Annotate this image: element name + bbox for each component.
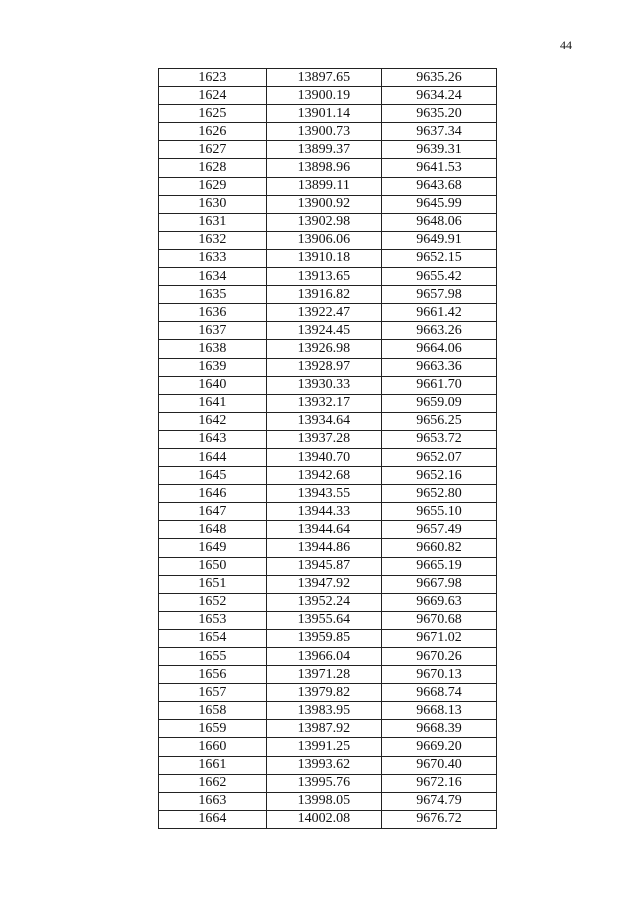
row-index-cell: 1627 [159,141,267,159]
second-value-cell: 9653.72 [381,430,496,448]
row-index-cell: 1644 [159,448,267,466]
row-index-cell: 1624 [159,87,267,105]
first-value-cell: 13987.92 [266,720,381,738]
second-value-cell: 9667.98 [381,575,496,593]
second-value-cell: 9672.16 [381,774,496,792]
row-index-cell: 1654 [159,629,267,647]
table-row [159,177,497,195]
row-index-cell: 1660 [159,738,267,756]
table-row [159,69,497,87]
table-row [159,358,497,376]
table-row [159,666,497,684]
first-value-cell: 13983.95 [266,702,381,720]
second-value-cell: 9652.15 [381,249,496,267]
second-value-cell: 9652.07 [381,448,496,466]
first-value-cell: 13898.96 [266,159,381,177]
second-value-cell: 9660.82 [381,539,496,557]
table-row [159,720,497,738]
row-index-cell: 1643 [159,430,267,448]
row-index-cell: 1635 [159,286,267,304]
row-index-cell: 1638 [159,340,267,358]
row-index-cell: 1650 [159,557,267,575]
second-value-cell: 9661.42 [381,304,496,322]
first-value-cell: 14002.08 [266,810,381,828]
second-value-cell: 9670.40 [381,756,496,774]
second-value-cell: 9639.31 [381,141,496,159]
first-value-cell: 13940.70 [266,448,381,466]
second-value-cell: 9655.10 [381,503,496,521]
row-index-cell: 1664 [159,810,267,828]
row-index-cell: 1652 [159,593,267,611]
first-value-cell: 13952.24 [266,593,381,611]
second-value-cell: 9676.72 [381,810,496,828]
row-index-cell: 1655 [159,648,267,666]
row-index-cell: 1647 [159,503,267,521]
table-row [159,286,497,304]
row-index-cell: 1663 [159,792,267,810]
row-index-cell: 1658 [159,702,267,720]
table-row [159,430,497,448]
table-row [159,557,497,575]
first-value-cell: 13979.82 [266,684,381,702]
row-index-cell: 1629 [159,177,267,195]
second-value-cell: 9659.09 [381,394,496,412]
table-row [159,702,497,720]
second-value-cell: 9670.26 [381,648,496,666]
second-value-cell: 9663.26 [381,322,496,340]
row-index-cell: 1657 [159,684,267,702]
second-value-cell: 9635.26 [381,69,496,87]
second-value-cell: 9671.02 [381,629,496,647]
second-value-cell: 9674.79 [381,792,496,810]
first-value-cell: 13916.82 [266,286,381,304]
table-row [159,141,497,159]
table-row [159,648,497,666]
second-value-cell: 9645.99 [381,195,496,213]
row-index-cell: 1634 [159,268,267,286]
first-value-cell: 13930.33 [266,376,381,394]
table-row [159,195,497,213]
row-index-cell: 1630 [159,195,267,213]
row-index-cell: 1623 [159,69,267,87]
first-value-cell: 13944.64 [266,521,381,539]
data-table-body [159,69,497,829]
first-value-cell: 13944.86 [266,539,381,557]
table-row [159,738,497,756]
second-value-cell: 9635.20 [381,105,496,123]
second-value-cell: 9670.68 [381,611,496,629]
row-index-cell: 1636 [159,304,267,322]
row-index-cell: 1661 [159,756,267,774]
second-value-cell: 9668.39 [381,720,496,738]
first-value-cell: 13901.14 [266,105,381,123]
row-index-cell: 1651 [159,575,267,593]
first-value-cell: 13900.73 [266,123,381,141]
table-row [159,340,497,358]
first-value-cell: 13995.76 [266,774,381,792]
second-value-cell: 9663.36 [381,358,496,376]
table-row [159,774,497,792]
row-index-cell: 1662 [159,774,267,792]
table-row [159,322,497,340]
second-value-cell: 9649.91 [381,231,496,249]
table-row [159,87,497,105]
second-value-cell: 9643.68 [381,177,496,195]
table-row [159,629,497,647]
second-value-cell: 9664.06 [381,340,496,358]
row-index-cell: 1632 [159,231,267,249]
second-value-cell: 9634.24 [381,87,496,105]
table-row [159,575,497,593]
table-row [159,448,497,466]
second-value-cell: 9652.80 [381,485,496,503]
first-value-cell: 13998.05 [266,792,381,810]
table-row [159,394,497,412]
first-value-cell: 13922.47 [266,304,381,322]
second-value-cell: 9637.34 [381,123,496,141]
second-value-cell: 9668.74 [381,684,496,702]
first-value-cell: 13906.06 [266,231,381,249]
row-index-cell: 1628 [159,159,267,177]
second-value-cell: 9665.19 [381,557,496,575]
table-row [159,485,497,503]
first-value-cell: 13913.65 [266,268,381,286]
first-value-cell: 13928.97 [266,358,381,376]
table-row [159,539,497,557]
second-value-cell: 9661.70 [381,376,496,394]
second-value-cell: 9641.53 [381,159,496,177]
first-value-cell: 13899.37 [266,141,381,159]
first-value-cell: 13966.04 [266,648,381,666]
second-value-cell: 9652.16 [381,467,496,485]
table-row [159,159,497,177]
first-value-cell: 13991.25 [266,738,381,756]
page-number: 44 [560,38,572,52]
row-index-cell: 1637 [159,322,267,340]
first-value-cell: 13971.28 [266,666,381,684]
second-value-cell: 9655.42 [381,268,496,286]
row-index-cell: 1646 [159,485,267,503]
table-row [159,268,497,286]
second-value-cell: 9656.25 [381,412,496,430]
second-value-cell: 9668.13 [381,702,496,720]
first-value-cell: 13944.33 [266,503,381,521]
row-index-cell: 1625 [159,105,267,123]
row-index-cell: 1639 [159,358,267,376]
first-value-cell: 13934.64 [266,412,381,430]
table-row [159,611,497,629]
first-value-cell: 13902.98 [266,213,381,231]
row-index-cell: 1642 [159,412,267,430]
second-value-cell: 9657.98 [381,286,496,304]
row-index-cell: 1626 [159,123,267,141]
table-row [159,810,497,828]
table-row [159,467,497,485]
row-index-cell: 1645 [159,467,267,485]
row-index-cell: 1656 [159,666,267,684]
second-value-cell: 9669.63 [381,593,496,611]
first-value-cell: 13932.17 [266,394,381,412]
row-index-cell: 1641 [159,394,267,412]
first-value-cell: 13924.45 [266,322,381,340]
table-row [159,123,497,141]
row-index-cell: 1659 [159,720,267,738]
row-index-cell: 1653 [159,611,267,629]
first-value-cell: 13959.85 [266,629,381,647]
first-value-cell: 13947.92 [266,575,381,593]
first-value-cell: 13910.18 [266,249,381,267]
table-row [159,521,497,539]
table-row [159,412,497,430]
first-value-cell: 13900.19 [266,87,381,105]
row-index-cell: 1649 [159,539,267,557]
first-value-cell: 13900.92 [266,195,381,213]
second-value-cell: 9648.06 [381,213,496,231]
row-index-cell: 1640 [159,376,267,394]
table-row [159,304,497,322]
first-value-cell: 13943.55 [266,485,381,503]
first-value-cell: 13993.62 [266,756,381,774]
table-row [159,503,497,521]
table-row [159,249,497,267]
first-value-cell: 13955.64 [266,611,381,629]
table-row [159,684,497,702]
first-value-cell: 13897.65 [266,69,381,87]
second-value-cell: 9657.49 [381,521,496,539]
first-value-cell: 13899.11 [266,177,381,195]
data-table [158,68,497,829]
table-row [159,231,497,249]
row-index-cell: 1648 [159,521,267,539]
table-row [159,792,497,810]
row-index-cell: 1633 [159,249,267,267]
table-row [159,105,497,123]
first-value-cell: 13945.87 [266,557,381,575]
first-value-cell: 13926.98 [266,340,381,358]
row-index-cell: 1631 [159,213,267,231]
table-row [159,756,497,774]
first-value-cell: 13937.28 [266,430,381,448]
second-value-cell: 9669.20 [381,738,496,756]
second-value-cell: 9670.13 [381,666,496,684]
table-row [159,213,497,231]
table-row [159,376,497,394]
first-value-cell: 13942.68 [266,467,381,485]
table-row [159,593,497,611]
